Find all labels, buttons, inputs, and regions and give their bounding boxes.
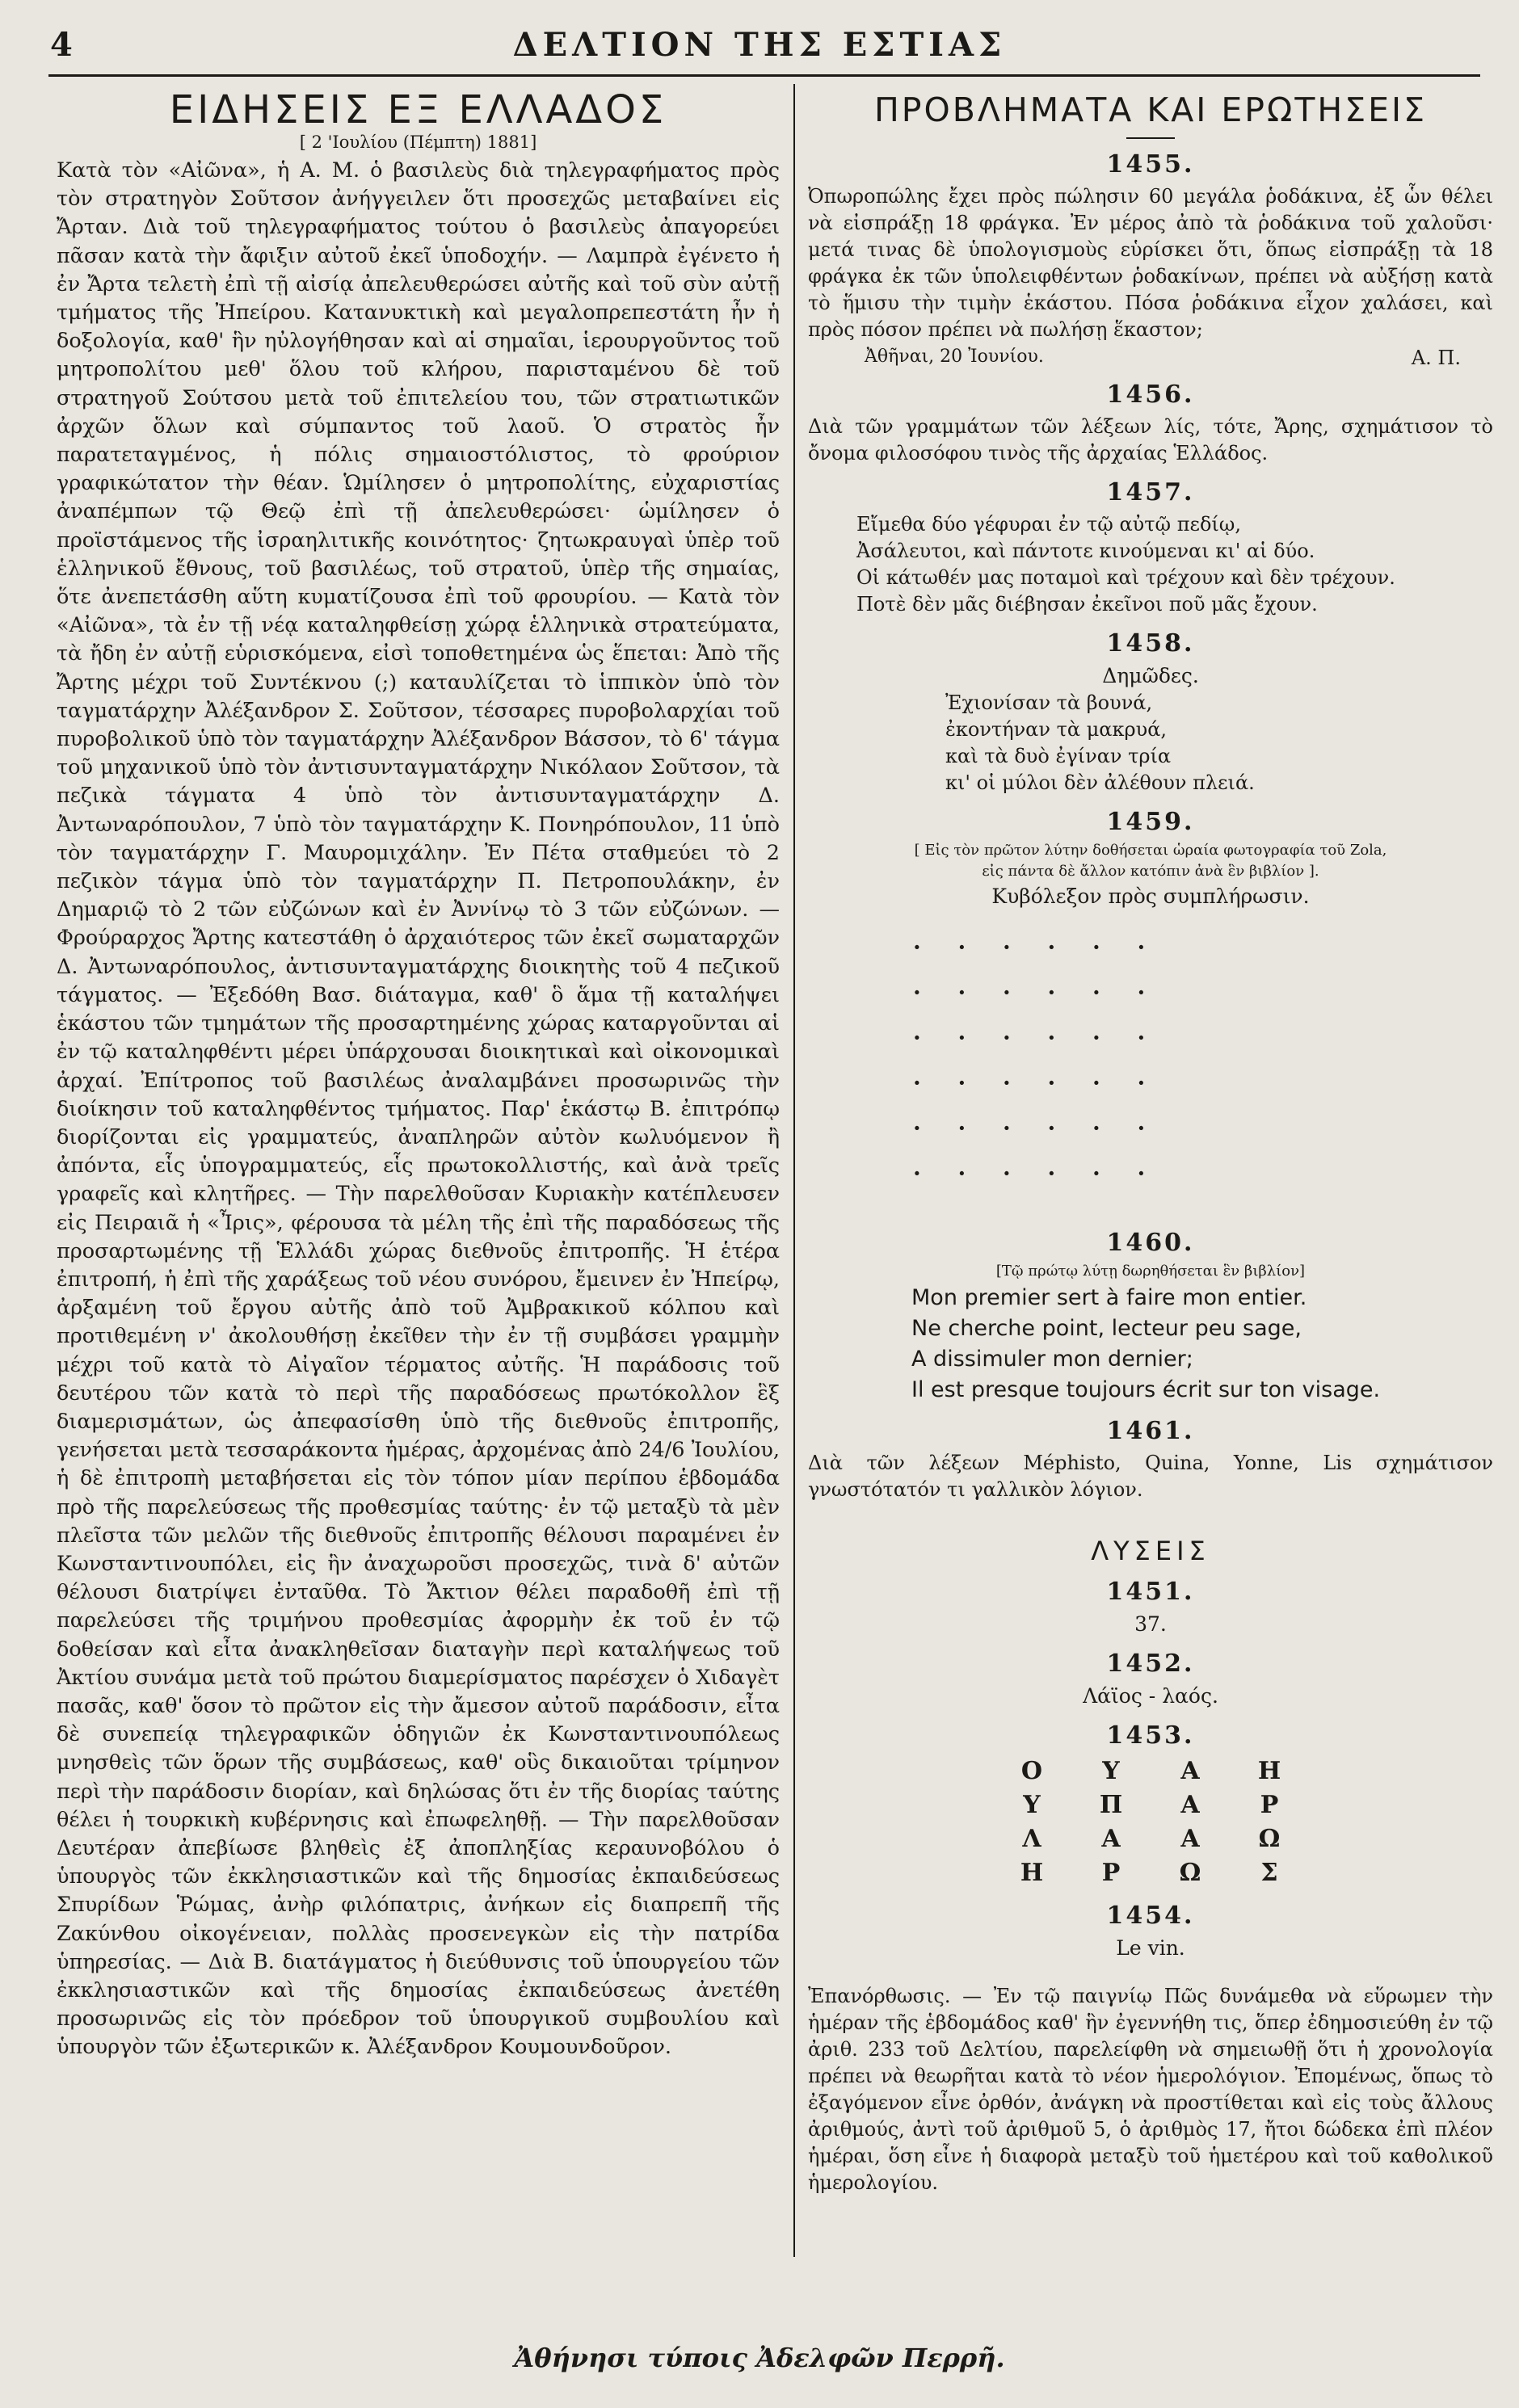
grid-cell: Α (1180, 1825, 1200, 1853)
grid-cell: Υ (1023, 1791, 1041, 1819)
prize-note: εἰς πάντα δὲ ἄλλον κατόπιν ἀνὰ ἓν βιβλίον ]. (982, 863, 1319, 880)
erratum-text: Ἐπανόρθωσις. — Ἐν τῷ παιγνίῳ Πῶς δυνάμεθα νὰ εὕρωμεν τὴν ἡμέραν τῆς ἑβδομάδος καθ' ἣν ἐγεννήθη τις, ὅπερ ἐδημοσιεύθη ἐν τῷ ἀριθ. 233 τοῦ Δελτίου, παρελείφθη νὰ σημειωθῇ ὅτι ἡ χρονολογία πρέπει νὰ θεωρῆται κατὰ τὸ νέον ἡμερολόγιον. Ἐπομένως, ὅπως τὸ ἐξαγόμενον εἶνε ὀρθόν, ἀνάγκη νὰ προστίθεται καὶ εἰς τοὺς ἄλλους ἀριθμούς, ἀντὶ τοῦ ἀριθμοῦ 5, ὁ ἀριθμὸς 17, ἤτοι δώδεκα ἐπὶ πλέον ἡμέραι, ὅση εἶνε ἡ διαφορὰ μεταξὺ τοῦ ἡμετέρου καὶ τοῦ καθολικοῦ ἡμερολογίου. (808, 1985, 1493, 2194)
page-header (0, 23, 1519, 73)
verse-line: Ἐχιονίσαν τὰ βουνά, (945, 691, 1153, 714)
solution-number: 1452. (1106, 1649, 1195, 1678)
verse-line: Οἱ κάτωθέν μας ποταμοὶ καὶ τρέχουν καὶ δὲν τρέχουν. (856, 566, 1395, 589)
problem-number: 1459. (1106, 808, 1195, 836)
problem-1458 (808, 629, 1493, 796)
verse-line: Εἴμεθα δύο γέφυραι ἐν τῷ αὐτῷ πεδίῳ, (856, 513, 1242, 536)
problems-section-title: ΠΡΟΒΛΗΜΑΤΑ ΚΑΙ ΕΡΩΤΗΣΕΙΣ (873, 90, 1428, 129)
problem-number: 1460. (1106, 1229, 1195, 1257)
grid-cell: Ρ (1101, 1859, 1121, 1887)
prize-note: [Τῷ πρώτῳ λύτῃ δωρηθήσεται ἓν βιβλίον] (995, 1263, 1306, 1280)
dot-row: · · · · · · (913, 1070, 1160, 1096)
problem-text: Ὀπωροπώλης ἔχει πρὸς πώλησιν 60 μεγάλα ῥοδάκινα, ἐξ ὧν θέλει νὰ εἰσπράξῃ 18 φράγκα. Ἐν μέρος ἀπὸ τὰ ῥοδάκινα τοῦ χαλοῦσι· μετά τινας δὲ ὑπολογισμοὺς εὑρίσκει ὅτι, ὅπως εἰσπράξῃ τὰ 18 φράγκα ἐκ τῶν ὑπολειφθέντων ῥοδακίνων, πρέπει νὰ αὐξήσῃ κατὰ τὸ ἥμισυ τὴν τιμὴν ἑκάστου. Πόσα ῥοδάκινα εἶχον χαλάσει, καὶ πρὸς πόσον πρέπει νὰ πωλήσῃ ἕκαστον; (808, 185, 1493, 341)
grid-cell: Η (1257, 1757, 1281, 1785)
problem-number: 1455. (1106, 150, 1195, 179)
solutions-title: ΛΥΣΕΙΣ (1091, 1536, 1210, 1566)
grid-cell: Ο (1020, 1757, 1043, 1785)
verse-line: καὶ τὰ δυὸ ἐγίναν τρία (945, 745, 1172, 767)
verse-line: ἐκοντήναν τὰ μακρυά, (945, 718, 1168, 741)
author-initials: Α. Π. (1411, 347, 1461, 369)
problems-column (808, 87, 1493, 2196)
grid-cell: Ρ (1260, 1791, 1279, 1819)
grid-cell: Α (1180, 1757, 1200, 1785)
grid-cell: Υ (1102, 1757, 1120, 1785)
prize-note: [ Εἰς τὸν πρῶτον λύτην δοθήσεται ὡραία φωτογραφία τοῦ Zola, (914, 842, 1387, 859)
solution-answer: Λάϊος - λαός. (1083, 1684, 1218, 1708)
solutions (808, 1536, 1493, 1962)
grid-row (992, 1788, 1309, 1822)
problem-subtitle: Δημῶδες. (1102, 664, 1199, 687)
problem-1460 (808, 1229, 1493, 1406)
solution-number: 1454. (1106, 1902, 1195, 1930)
grid-cell: Ω (1179, 1859, 1201, 1887)
french-verse-line: Ne cherche point, lecteur peu sage, (911, 1316, 1302, 1341)
grid-row (992, 1856, 1309, 1890)
problem-number: 1461. (1106, 1417, 1195, 1445)
verse-line: Ποτὲ δὲν μᾶς διέβησαν ἐκεῖνοι ποῦ μᾶς ἔχουν. (856, 593, 1318, 616)
column-divider (793, 84, 795, 2257)
problem-instruction: Κυβόλεξον πρὸς συμπλήρωσιν. (991, 885, 1310, 908)
problem-signature (865, 347, 1461, 369)
dot-row: · · · · · · (913, 1160, 1160, 1187)
problem-text: Διὰ τῶν λέξεων Méphisto, Quina, Yonne, Lis σχημάτισον γνωστότατόν τι γαλλικὸν λόγιον. (808, 1452, 1493, 1501)
problem-number: 1456. (1106, 380, 1195, 409)
grid-cell: Σ (1260, 1859, 1278, 1887)
news-section-title: ΕΙΔΗΣΕΙΣ ΕΞ ΕΛΛΑΔΟΣ (169, 87, 667, 132)
grid-cell: Α (1101, 1825, 1121, 1853)
problem-1459 (808, 808, 1493, 1196)
dot-row: · · · · · · (913, 1024, 1160, 1051)
problem-text: Διὰ τῶν γραμμάτων τῶν λέξεων λίς, τότε, Ἄρης, σχημάτισον τὸ ὄνομα φιλοσόφου τινὸς τῆς ἀρχαίας Ἑλλάδος. (808, 415, 1493, 464)
problem-1457 (808, 478, 1493, 618)
grid-cell: Α (1180, 1791, 1200, 1819)
grid-cell: Λ (1022, 1825, 1041, 1853)
dot-row: · · · · · · (913, 1115, 1160, 1141)
page-number: 4 (50, 26, 73, 64)
news-column (57, 87, 780, 2062)
grid-cell: Π (1099, 1791, 1123, 1819)
french-verse-line: A dissimuler mon dernier; (911, 1347, 1193, 1372)
problem-1456 (808, 380, 1493, 467)
problem-number: 1458. (1106, 629, 1195, 658)
grid-row (992, 1822, 1309, 1856)
solution-grid (992, 1755, 1309, 1890)
news-body: Κατὰ τὸν «Αἰῶνα», ἡ Α. Μ. ὁ βασιλεὺς διὰ τηλεγραφήματος πρὸς τὸν στρατηγὸν Σοῦτσον ἀνήγγειλεν ὅτι προσεχῶς μεταβαίνει εἰς Ἄρταν. Διὰ τοῦ τηλεγραφήματος τούτου ὁ βασιλεὺς ἀπαγορεύει πᾶσαν κατὰ τὴν ἄφιξιν αὐτοῦ ἐκεῖ ὑποδοχήν. — Λαμπρὰ ἐγένετο ἡ ἐν Ἄρτα τελετὴ ἐπὶ τῇ αἰσίᾳ ἀπελευθερώσει αὐτῆς καὶ τοῦ σὺν αὐτῇ τμήματος τῆς Ἠπείρου. Κατανυκτικὴ καὶ μεγαλοπρεπεστάτη ἦν ἡ δοξολογία, καθ' ἣν ηὐλογήθησαν καὶ αἱ σημαῖαι, ἱερουργοῦντος τοῦ μητροπολίτου μεθ' ὅλου τοῦ κλήρου, παρισταμένου δὲ τοῦ στρατηγοῦ Σούτσου μετὰ τοῦ ἐπιτελείου του, τῶν στρατιωτικῶν ἀρχῶν ὅλων καὶ σύμπαντος τοῦ λαοῦ. Ὁ στρατὸς ἦν παρατεταγμένος, ἡ πόλις σημαιοστόλιστος, τὸ φρούριον γραφικώτατον τὴν θέαν. Ὡμίλησεν ὁ μητροπολίτης, εὐχαριστίας ἀναπέμπων τῷ Θεῷ ἐπὶ τῇ ἀπελευθερώσει· ὡμίλησεν ὁ προϊστάμενος τῆς ἰσραηλιτικῆς κοινότητος· ζητωκραυγαὶ ὑπὲρ τοῦ ἑλληνικοῦ ἔθνους, τοῦ βασιλέως, τοῦ στρατοῦ, ὑπὲρ τῆς σημαίας, ὅτε ἀνεπετάσθη αὕτη κυματίζουσα ἐπὶ τοῦ φρουρίου. — Κατὰ τὸν «Αἰῶνα», τὰ ἐν τῇ νέᾳ καταληφθείσῃ χώρᾳ ἑλληνικὰ στρατεύματα, τὰ ἤδη ἐν αὐτῇ εὑρισκόμενα, εἰσὶ τοποθετημένα ὡς ἕπεται: Ἀπὸ τῆς Ἄρτης μέχρι τοῦ Συντέκνου (;) καταυλίζεται τὸ ἱππικὸν ὑπὸ τὸν ταγματάρχην Ἀλέξανδρον Σ. Σοῦτσον, τέσσαρες πυροβολαρχίαι τοῦ πυροβολικοῦ ὑπὸ τὸν ταγματάρχην Ἀλέξανδρον Βάσσον, τὸ 6' τάγμα τοῦ μηχανικοῦ ὑπὸ τὸν ἀντισυνταγματάρχην Νικόλαον Σοῦτσον, τὰ πεζικὰ τάγματα 4 ὑπὸ τὸν ἀντισυνταγματάρχην Δ. Ἀντωναρόπουλον, 7 ὑπὸ τὸν ταγματάρχην Κ. Πονηρόπουλον, 11 ὑπὸ τὸν ταγματάρχην Γ. Μαυρομιχάλην. Ἐν Πέτα σταθμεύει τὸ 2 πεζικὸν τάγμα ὑπὸ τὸν ταγματάρχην Π. Πετροπουλάκην, ἐν Δημαριῷ τὸ 2 τῶν εὐζώνων καὶ ἐν Ἀννίνῳ τὸ 3 τῶν εὐζώνων. — Φρούραρχος Ἄρτης κατεστάθη ὁ ἀρχαιότερος τῶν ἐκεῖ σωματαρχῶν Δ. Ἀντωναρόπουλος, ἀντισυνταγματάρχης διοικητὴς τοῦ 4 πεζικοῦ τάγματος. — Ἐξεδόθη Βασ. διάταγμα, καθ' ὃ ἅμα τῇ καταλήψει ἑκάστου τῶν τμημάτων τῆς προσαρτημένης χώρας καταργοῦνται αἱ ἐν τῷ καταληφθέντι μέρει ὑπάρχουσαι διοικητικαὶ καὶ οἰκονομικαὶ ἀρχαί. Ἐπίτροπος τοῦ βασιλέως ἀναλαμβάνει προσωρινῶς τὴν διοίκησιν τοῦ καταληφθέντος τμήματος. Παρ' ἑκάστῳ Β. ἐπιτρόπῳ διορίζονται εἰς γραμματεύς, ἀναπληρῶν αὐτὸν κωλυόμενον ἢ ἀπόντα, εἷς ὑπογραμματεύς, εἷς πρωτοκολλιστής, καὶ ἀνὰ τρεῖς γραφεῖς καὶ κλητῆρες. — Τὴν παρελθοῦσαν Κυριακὴν κατέπλευσεν εἰς Πειραιᾶ ἡ «Ἶρις», φέρουσα τὰ μέλη τῆς ἐπὶ τῆς παραδόσεως τῆς προσαρτωμένης τῇ Ἑλλάδι χώρας διεθνοῦς ἐπιτροπῆς. Ἡ ἑτέρα ἐπιτροπή, ἡ ἐπὶ τῆς χαράξεως τοῦ νέου συνόρου, ἔμεινεν ἐν Ἠπείρῳ, ἀρξαμένη τοῦ ἔργου αὐτῆς ἀπὸ τοῦ Ἀμβρακικοῦ κόλπου καὶ προτιθεμένη ν' ἀκολουθήσῃ ἐκεῖθεν τὴν ἐν τῇ συμβάσει γραμμὴν μέχρι τοῦ κατὰ τὸ Αἰγαῖον τέρματος αὐτῆς. Ἡ παράδοσις τοῦ δευτέρου τῶν κατὰ τὸ περὶ τῆς παραδόσεως πρωτόκολλον ἓξ διαμερισμάτων, ὡς ἀπεφασίσθη ὑπὸ τῆς διεθνοῦς ἐπιτροπῆς, γενήσεται μετὰ τεσσαράκοντα ἡμέρας, ἀρχομένας ἀπὸ 24/6 Ἰουλίου, ἡ δὲ ἐπιτροπὴ μεταβήσεται εἰς τὸν τόπον μίαν περίπου ἑβδομάδα πρὸ τῆς παρελεύσεως τῆς προθεσμίας ταύτης· ἐν τῷ μεταξὺ τὰ μὲν πλεῖστα τῶν μελῶν τῆς διεθνοῦς ἐπιτροπῆς θέλουσι παραμένει ἐν Κωνσταντινουπόλει, εἰς ἣν ἀναχωροῦσι προσεχῶς, τινὰ δ' αὐτῶν θέλουσι διατρίψει ἐνταῦθα. Τὸ Ἄκτιον θέλει παραδοθῆ ἐπὶ τῇ παρελεύσει τῆς τριμήνου προθεσμίας ἀφορμὴν ἐκ τοῦ ἐν τῷ δοθείσαν καὶ εἶτα ἀνακληθεῖσαν διαταγὴν περὶ καταλήψεως τοῦ Ἀκτίου συνάμα μετὰ τοῦ πρώτου διαμερίσματος παρέσχεν ὁ Χιδαγὲτ πασᾶς, καθ' ὅσον τὸ πρῶτον εἰς τὴν ἄμεσον αὐτοῦ παράδοσιν, εἶτα δὲ συνεπείᾳ τηλεγραφικῶν ὁδηγιῶν ἐκ Κωνσταντινουπόλεως μνησθεὶς τῶν ὅρων τῆς συμβάσεως, καθ' οὓς δικαιοῦται τρίμηνον περὶ τὴν παράδοσιν διορίαν, καὶ δηλώσας ὅτι ἐν τῆς διορίας ταύτης θέλει ἡ τουρκικὴ κυβέρνησις καὶ ἐπωφεληθῇ. — Τὴν παρελθοῦσαν Δευτέραν ἀπεβίωσε βληθεὶς ἐξ ἀποπληξίας κεραυνοβόλου ὁ ὑπουργὸς τῶν ἐκκλησιαστικῶν καὶ τῆς δημοσίας ἐκπαιδεύσεως Σπυρίδων Ῥώμας, ἀνὴρ φιλόπατρις, ἀνήκων εἰς διαπρεπῆ τῆς Ζακύνθου οἰκογένειαν, πολλὰς προσενεγκὼν εἰς τὴν πατρίδα ὑπηρεσίας. — Διὰ Β. διατάγματος ἡ διεύθυνσις τοῦ ὑπουργείου τῶν ἐκκλησιαστικῶν καὶ τῆς δημοσίας ἐκπαιδεύσεως ἀνετέθη προσωρινῶς εἰς τὸν πρόεδρον τοῦ ὑπουργικοῦ συμβουλίου καὶ ὑπουργὸν τῶν ἐξωτερικῶν κ. Ἀλέξανδρον Κουμουνδοῦρον. (57, 158, 780, 2060)
solution-answer: 37. (1134, 1612, 1167, 1636)
problem-number: 1457. (1106, 478, 1195, 506)
news-dateline: [ 2 'Ιουλίου (Πέμπτη) 1881] (299, 132, 537, 152)
header-rule (48, 74, 1480, 77)
verse-line: Ἀσάλευτοι, καὶ πάντοτε κινούμεναι κι' αἱ δύο. (856, 540, 1315, 562)
printer-imprint: Ἀθήνησι τύποις Ἀδελφῶν Περρῆ. (514, 2343, 1005, 2373)
french-verse-line: Il est presque toujours écrit sur ton visage. (911, 1377, 1381, 1402)
grid-cell: Ω (1258, 1825, 1281, 1853)
problem-1455 (808, 150, 1493, 369)
place-date: Ἀθῆναι, 20 Ἰουνίου. (865, 347, 1044, 367)
solution-number: 1451. (1106, 1578, 1195, 1606)
dot-row: · · · · · · (913, 979, 1160, 1006)
title-rule (1126, 137, 1175, 139)
solution-answer: Le vin. (1116, 1936, 1185, 1960)
dot-row: · · · · · · (913, 934, 1160, 960)
solution-number: 1453. (1106, 1721, 1195, 1750)
grid-cell: Η (1020, 1859, 1044, 1887)
masthead: ΔΕΛΤΙΟΝ ΤΗΣ ΕΣΤΙΑΣ (512, 26, 1007, 64)
word-square-blank (913, 925, 1493, 1196)
grid-row (992, 1755, 1309, 1788)
french-verse-line: Mon premier sert à faire mon entier. (911, 1285, 1307, 1310)
verse-line: κι' οἱ μύλοι δὲν ἀλέθουν πλειά. (945, 771, 1255, 794)
problem-1461 (808, 1417, 1493, 1503)
